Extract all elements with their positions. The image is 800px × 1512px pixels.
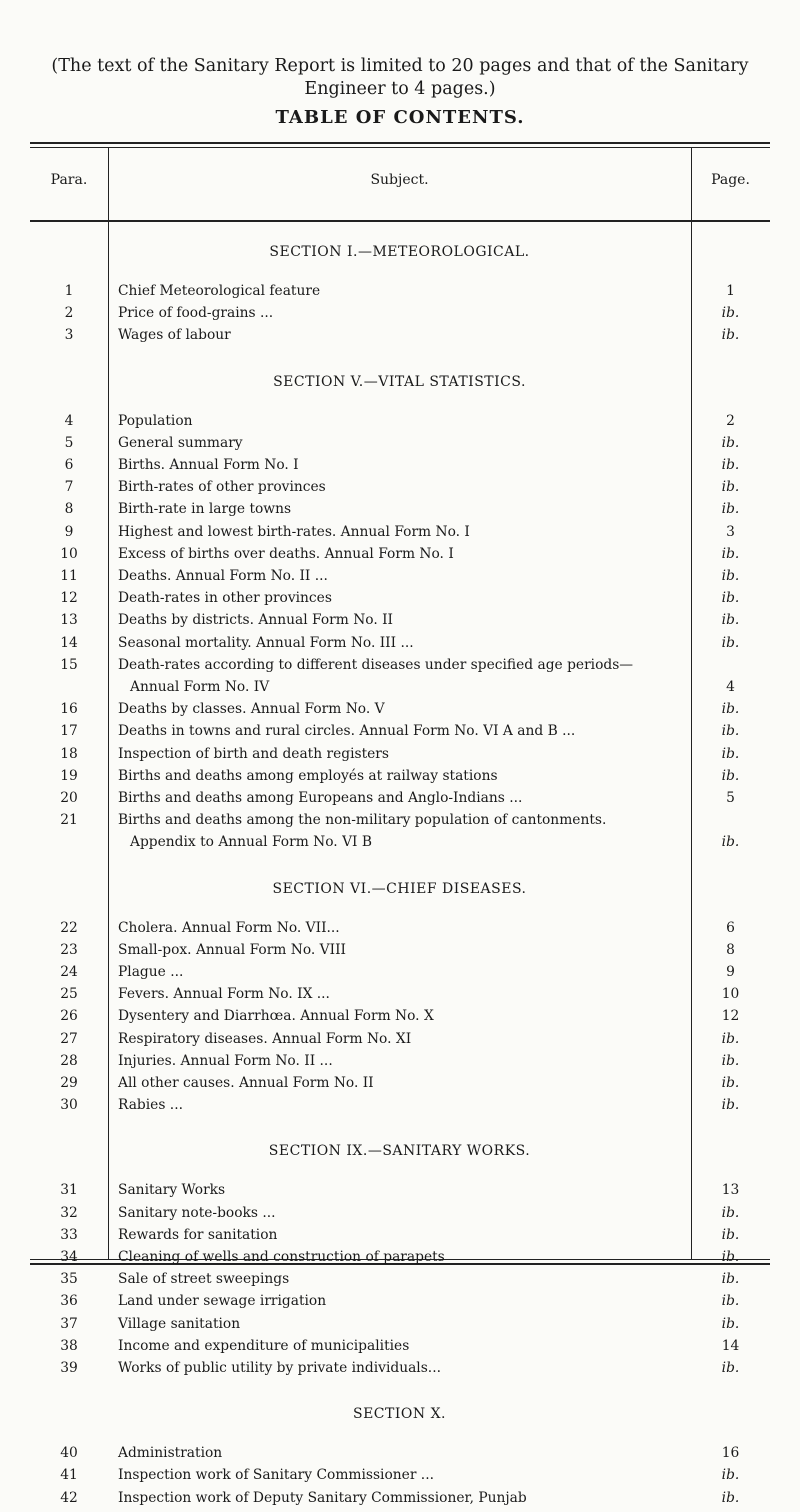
table-row — [30, 942, 770, 964]
para-number: 10 — [60, 545, 78, 562]
page-number: ib. — [721, 1271, 740, 1288]
top-rule — [30, 142, 770, 144]
table-row — [30, 1249, 770, 1271]
page-number: ib. — [721, 545, 740, 562]
para-number: 7 — [64, 479, 74, 496]
para-number: 36 — [60, 1293, 78, 1310]
subject-text: Respiratory diseases. Annual Form No. XI — [118, 1030, 412, 1047]
para-number: 41 — [60, 1467, 78, 1484]
para-number: 42 — [60, 1489, 78, 1506]
table-row — [30, 701, 770, 723]
page-number: ib. — [721, 568, 740, 584]
page-number: ib. — [721, 634, 740, 651]
para-number: 17 — [60, 723, 78, 740]
para-number: 21 — [60, 812, 78, 829]
subject-text: Cleaning of wells and construction of parapets — [118, 1249, 445, 1265]
page-number: ib. — [721, 1360, 740, 1376]
table-row — [30, 457, 770, 479]
page-number: ib. — [721, 1293, 740, 1310]
para-number: 20 — [60, 790, 78, 806]
top-rule-thin — [30, 147, 770, 148]
table-row — [30, 435, 770, 457]
para-number: 16 — [60, 701, 78, 718]
subject-text: All other causes. Annual Form No. II — [118, 1075, 374, 1091]
page-number: 13 — [721, 1182, 740, 1199]
subject-text: Injuries. Annual Form No. II ... — [118, 1052, 333, 1069]
table-row — [30, 413, 770, 435]
subject-text: Price of food-grains ... — [118, 305, 274, 322]
para-number: 25 — [60, 986, 78, 1003]
page-number: 6 — [726, 919, 735, 936]
table-row — [30, 283, 770, 305]
page-number: 1 — [726, 283, 735, 299]
table-row — [30, 1293, 770, 1315]
para-number: 12 — [60, 590, 78, 607]
subject-text: Highest and lowest birth-rates. Annual Form No. I — [118, 523, 470, 540]
table-row — [30, 1097, 770, 1119]
para-number: 14 — [60, 634, 78, 651]
intro-line-2: Engineer to 4 pages.) — [304, 79, 496, 99]
table-row — [30, 1271, 770, 1293]
section-title: SECTION I.—METEOROLOGICAL. — [269, 244, 530, 260]
page-number: ib. — [721, 327, 740, 344]
section-title: SECTION IX.—SANITARY WORKS. — [268, 1143, 531, 1160]
subject-text: Land under sewage irrigation — [118, 1293, 327, 1310]
page-number: ib. — [721, 1097, 740, 1114]
para-number: 24 — [60, 964, 78, 980]
table-row — [30, 1360, 770, 1382]
subject-text: Excess of births over deaths. Annual Form No. I — [118, 545, 454, 562]
para-number: 39 — [60, 1360, 78, 1376]
page-number: ib. — [721, 1030, 740, 1047]
table-row — [30, 1031, 770, 1053]
table-row — [30, 590, 770, 612]
table-row — [30, 1445, 770, 1467]
subject-text: Deaths by districts. Annual Form No. II — [118, 612, 394, 629]
subject-text: Works of public utility by private individuals... — [118, 1360, 441, 1376]
para-number: 4 — [64, 412, 74, 429]
page-number: ib. — [721, 1052, 740, 1069]
table-row — [30, 657, 770, 701]
subject-text-continued: Annual Form No. IV — [130, 678, 270, 695]
page-number: 5 — [726, 790, 735, 806]
para-number: 27 — [60, 1030, 78, 1047]
table-row — [30, 635, 770, 657]
subject-text: Births and deaths among the non-military population of cantonments. — [118, 812, 607, 829]
page-title: TABLE OF CONTENTS. — [275, 107, 525, 128]
subject-text: Wages of labour — [118, 327, 231, 344]
page-number: ib. — [721, 767, 740, 784]
para-number: 18 — [60, 745, 78, 762]
section-title: SECTION V.—VITAL STATISTICS. — [273, 373, 526, 390]
page-number: ib. — [721, 479, 740, 496]
subject-text: Small-pox. Annual Form No. VIII — [118, 941, 346, 958]
subject-text: Deaths. Annual Form No. II ... — [118, 568, 328, 584]
page-number: ib. — [721, 501, 740, 518]
contents-table — [30, 142, 770, 1506]
subject-text: Fevers. Annual Form No. IX ... — [118, 986, 330, 1003]
page-number: 4 — [726, 678, 735, 695]
table-row — [30, 986, 770, 1008]
table-row — [30, 479, 770, 501]
para-number: 37 — [60, 1315, 78, 1332]
subject-text: Inspection work of Deputy Sanitary Commissioner, Punjab — [118, 1489, 527, 1506]
para-number: 40 — [60, 1445, 78, 1462]
page-number: ib. — [721, 834, 740, 851]
table-row — [30, 1075, 770, 1097]
page-number: ib. — [721, 1489, 740, 1506]
page-number: ib. — [721, 612, 740, 629]
subject-text: Birth-rate in large towns — [118, 501, 292, 518]
page-number: 3 — [726, 523, 735, 540]
para-number: 30 — [60, 1097, 78, 1114]
para-number: 11 — [60, 568, 78, 584]
page-number: 16 — [721, 1445, 740, 1462]
para-number: 22 — [60, 919, 78, 936]
subject-text: Seasonal mortality. Annual Form No. III ... — [118, 634, 414, 651]
column-header-page: Page. — [711, 172, 750, 188]
para-number: 38 — [60, 1337, 78, 1354]
para-number: 23 — [60, 941, 78, 958]
subject-text: Sale of street sweepings — [118, 1271, 290, 1288]
table-row — [30, 612, 770, 634]
table-row — [30, 568, 770, 590]
section-title: SECTION VI.—CHIEF DISEASES. — [272, 880, 527, 897]
subject-text-continued: Appendix to Annual Form No. VI B — [130, 834, 373, 851]
section-title: SECTION X. — [353, 1406, 446, 1423]
para-number: 15 — [60, 656, 78, 673]
subject-text: Rabies ... — [118, 1097, 183, 1114]
table-row — [30, 327, 770, 349]
table-row — [30, 790, 770, 812]
page-number: ib. — [721, 457, 740, 473]
page-number: ib. — [721, 745, 740, 762]
table-row — [30, 501, 770, 523]
para-number: 26 — [60, 1008, 78, 1025]
page-number: ib. — [721, 1226, 740, 1243]
para-number: 19 — [60, 767, 78, 784]
header-rule — [30, 220, 770, 222]
table-row — [30, 1490, 770, 1512]
page-number: ib. — [721, 701, 740, 718]
column-header-subject: Subject. — [370, 172, 429, 188]
table-row — [30, 1338, 770, 1360]
subject-text: Chief Meteorological feature — [118, 283, 321, 299]
page-number: ib. — [721, 723, 740, 740]
para-number: 31 — [60, 1182, 78, 1199]
subject-text: Death-rates in other provinces — [118, 590, 332, 607]
para-number: 2 — [64, 305, 74, 322]
para-number: 34 — [60, 1249, 78, 1265]
table-row — [30, 746, 770, 768]
subject-text: Administration — [118, 1445, 223, 1462]
column-header-para: Para. — [50, 172, 88, 188]
table-row — [30, 1467, 770, 1489]
subject-text: Dysentery and Diarrhœa. Annual Form No. X — [118, 1008, 434, 1025]
subject-text: Deaths in towns and rural circles. Annual Form No. VI A and B ... — [118, 723, 576, 740]
page-number: ib. — [721, 1249, 740, 1265]
subject-text: Plague ... — [118, 964, 184, 980]
page-number: 12 — [721, 1008, 740, 1025]
subject-text: Cholera. Annual Form No. VII... — [118, 919, 340, 936]
para-number: 3 — [64, 327, 74, 344]
table-row — [30, 1182, 770, 1204]
table-row — [30, 1008, 770, 1030]
table-row — [30, 305, 770, 327]
subject-text: Birth-rates of other provinces — [118, 479, 326, 496]
table-row — [30, 920, 770, 942]
intro-line-1: (The text of the Sanitary Report is limited to 20 pages and that of the Sanitary — [51, 56, 749, 76]
para-number: 8 — [64, 501, 74, 518]
subject-text: Deaths by classes. Annual Form No. V — [118, 701, 385, 718]
subject-text: Inspection work of Sanitary Commissioner ... — [118, 1467, 434, 1484]
page-number: ib. — [721, 1467, 740, 1484]
subject-text: General summary — [118, 434, 243, 451]
page-number: ib. — [721, 1204, 740, 1221]
table-row — [30, 1316, 770, 1338]
subject-text: Income and expenditure of municipalities — [118, 1337, 410, 1354]
table-row — [30, 546, 770, 568]
para-number: 6 — [64, 457, 74, 473]
para-number: 29 — [60, 1075, 78, 1091]
page-number: ib. — [721, 590, 740, 607]
subject-text: Inspection of birth and death registers — [118, 745, 389, 762]
subject-text: Births. Annual Form No. I — [118, 457, 299, 473]
subject-text: Births and deaths among employés at railway stations — [118, 767, 498, 784]
subject-text: Sanitary Works — [118, 1182, 226, 1199]
table-row — [30, 524, 770, 546]
para-number: 28 — [60, 1052, 78, 1069]
subject-text: Population — [118, 412, 193, 429]
subject-text: Village sanitation — [118, 1315, 241, 1332]
page-number: ib. — [721, 1315, 740, 1332]
para-number: 35 — [60, 1271, 78, 1288]
para-number: 1 — [64, 283, 74, 299]
table-row — [30, 1227, 770, 1249]
subject-text: Sanitary note-books ... — [118, 1204, 276, 1221]
table-row — [30, 1053, 770, 1075]
subject-text: Rewards for sanitation — [118, 1226, 278, 1243]
page-number: 2 — [726, 412, 735, 429]
para-number: 5 — [64, 434, 74, 451]
table-row — [30, 964, 770, 986]
para-number: 13 — [60, 612, 78, 629]
table-row — [30, 1205, 770, 1227]
page-number: ib. — [721, 434, 740, 451]
table-row — [30, 768, 770, 790]
para-number: 32 — [60, 1204, 78, 1221]
page-number: 10 — [721, 986, 740, 1003]
page-number: 9 — [726, 964, 735, 980]
table-row — [30, 723, 770, 745]
table-row — [30, 812, 770, 856]
page-number: ib. — [721, 1075, 740, 1091]
page-number: ib. — [721, 305, 740, 322]
page-number: 8 — [726, 941, 735, 958]
subject-text: Death-rates according to different diseases under specified age periods— — [118, 656, 634, 673]
subject-text: Births and deaths among Europeans and Anglo-Indians ... — [118, 790, 523, 806]
para-number: 9 — [64, 523, 74, 540]
page-number: 14 — [721, 1337, 740, 1354]
para-number: 33 — [60, 1226, 78, 1243]
